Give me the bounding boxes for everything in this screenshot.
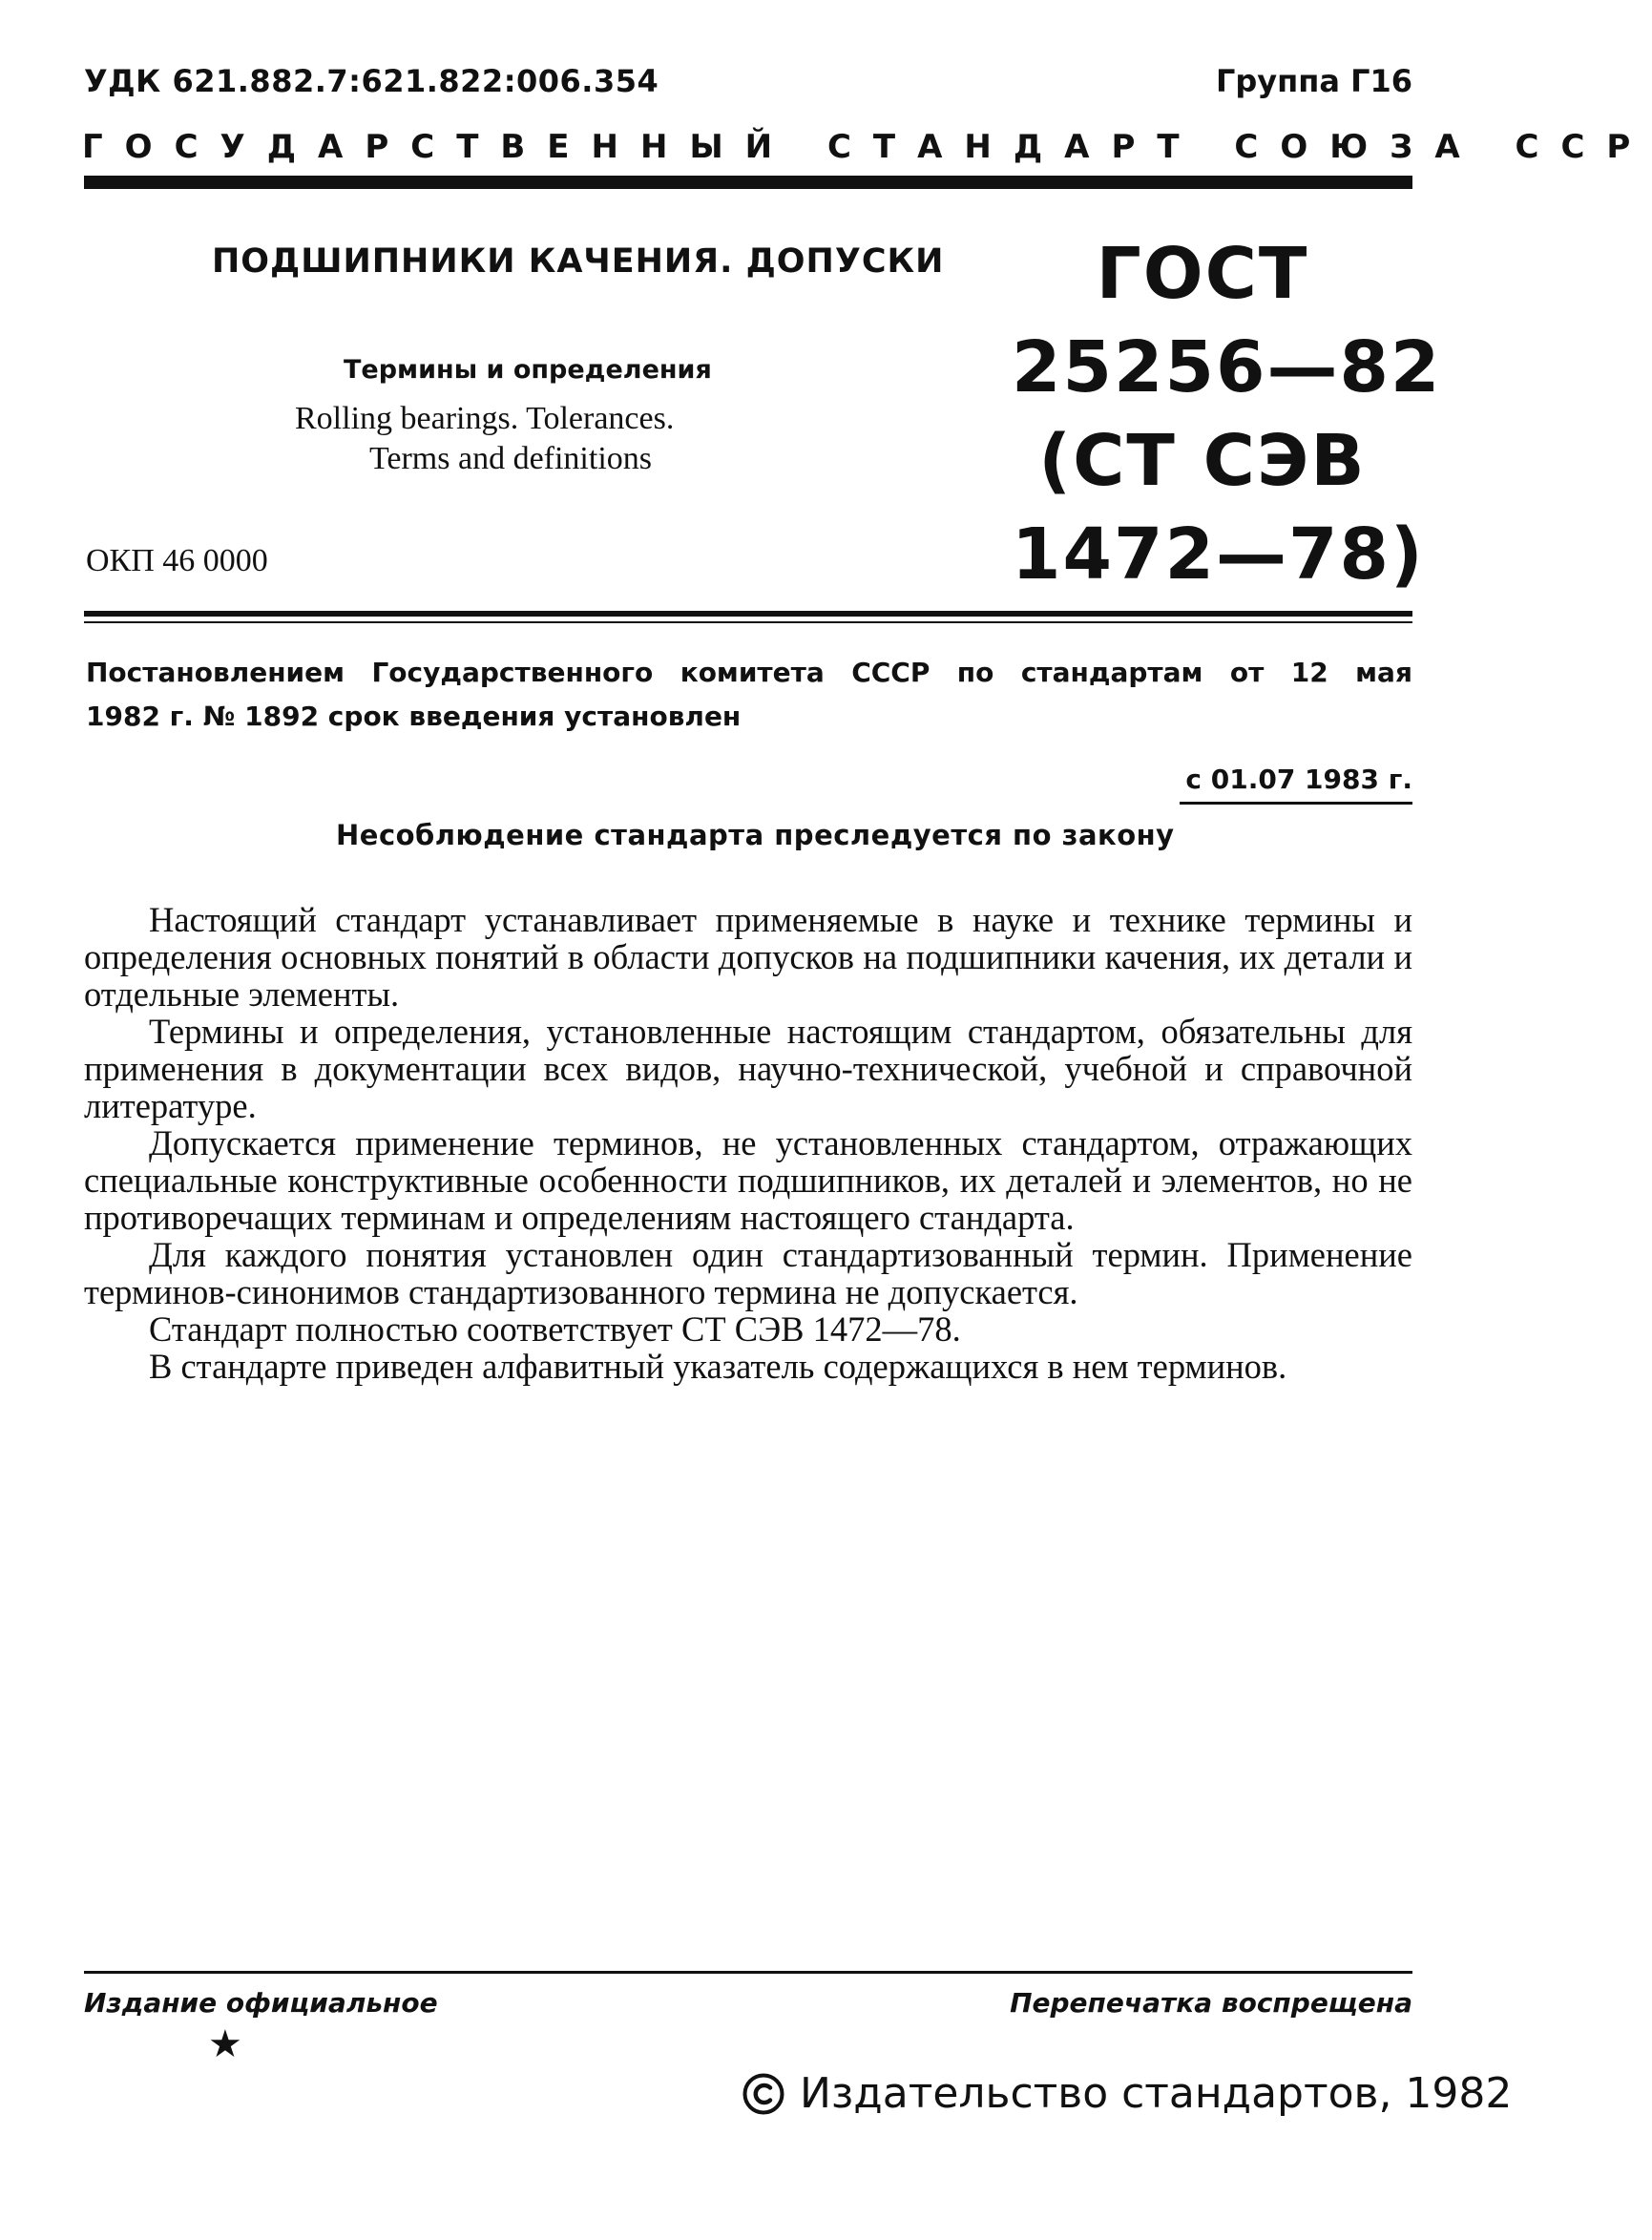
- decree-word: Постановлением: [86, 657, 345, 688]
- decree-word: 12: [1290, 657, 1328, 688]
- title-rule-thick: [84, 611, 1412, 617]
- decree-word: мая: [1355, 657, 1412, 688]
- decree-word: по: [956, 657, 994, 688]
- header-rule: [84, 176, 1412, 189]
- publisher-name: Издательство стандартов, 1982: [800, 2069, 1513, 2118]
- body-paragraph: Настоящий стандарт устанавливает применяемые в науке и технике термины и определения основных понятий в области допусков на подшипники качения, их детали и отдельные элементы.: [84, 900, 1412, 1014]
- terms-title-en-line2: Terms and definitions: [369, 441, 653, 476]
- body-paragraph: В стандарте приведен алфавитный указатель содержащихся в нем терминов.: [149, 1347, 1287, 1386]
- decree-word: комитета: [680, 657, 825, 688]
- publisher-line: [742, 2069, 1512, 2118]
- group-code: Группа Г16: [1215, 63, 1412, 99]
- st-sev-number: 1472—78): [1012, 513, 1425, 596]
- body-text: [84, 901, 1412, 1385]
- copyright-icon: [742, 2073, 784, 2115]
- terms-title-en-line1: Rolling bearings. Tolerances.: [295, 401, 675, 436]
- udk-code: УДК 621.882.7:621.822:006.354: [84, 63, 659, 99]
- terms-title-ru: Термины и определения: [344, 355, 712, 385]
- gost-number: 25256—82: [1012, 326, 1442, 408]
- standard-subject: ПОДШИПНИКИ КАЧЕНИЯ. ДОПУСКИ: [212, 242, 945, 281]
- decree-line-2: 1982 г. № 1892 срок введения установлен: [86, 701, 742, 732]
- effective-date-underline: [1180, 802, 1412, 805]
- body-paragraph: Для каждого понятия установлен один стандартизованный термин. Применение терминов-синонимов стандартизованного термина не допускается.: [84, 1235, 1412, 1311]
- okp-code: ОКП 46 0000: [86, 543, 268, 578]
- gost-label: ГОСТ: [1096, 233, 1309, 315]
- title-rule-thin: [84, 621, 1412, 623]
- st-sev-label: (СТ СЭВ: [1038, 420, 1367, 502]
- legal-warning: Несоблюдение стандарта преследуется по закону: [336, 819, 1175, 851]
- footer-rule: [84, 1971, 1412, 1974]
- decree-word: стандартам: [1020, 657, 1203, 688]
- star-icon: ★: [208, 2022, 242, 2065]
- effective-date: с 01.07 1983 г.: [1185, 764, 1412, 795]
- body-paragraph: Стандарт полностью соответствует СТ СЭВ 1472—78.: [149, 1309, 961, 1349]
- reprint-prohibited-label: Перепечатка воспрещена: [1010, 1987, 1412, 2019]
- state-standard-title: ГОСУДАРСТВЕННЫЙ СТАНДАРТ СОЮЗА ССР: [82, 128, 1652, 166]
- body-paragraph: Допускается применение терминов, не установленных стандартом, отражающих специальные конструктивные особенности подшипников, их деталей и элементов, но не противоречащих терминам и определениям настоящего стандарта.: [84, 1123, 1412, 1237]
- decree-line-1: [86, 657, 1412, 688]
- official-edition-label: Издание официальное: [84, 1987, 438, 2019]
- decree-word: СССР: [851, 657, 931, 688]
- body-paragraph: Термины и определения, установленные настоящим стандартом, обязательны для применения в документации всех видов, научно-технической, учебной и справочной литературе.: [84, 1012, 1412, 1125]
- decree-word: Государственного: [371, 657, 654, 688]
- gost-designation: [1012, 227, 1442, 601]
- decree-word: от: [1229, 657, 1265, 688]
